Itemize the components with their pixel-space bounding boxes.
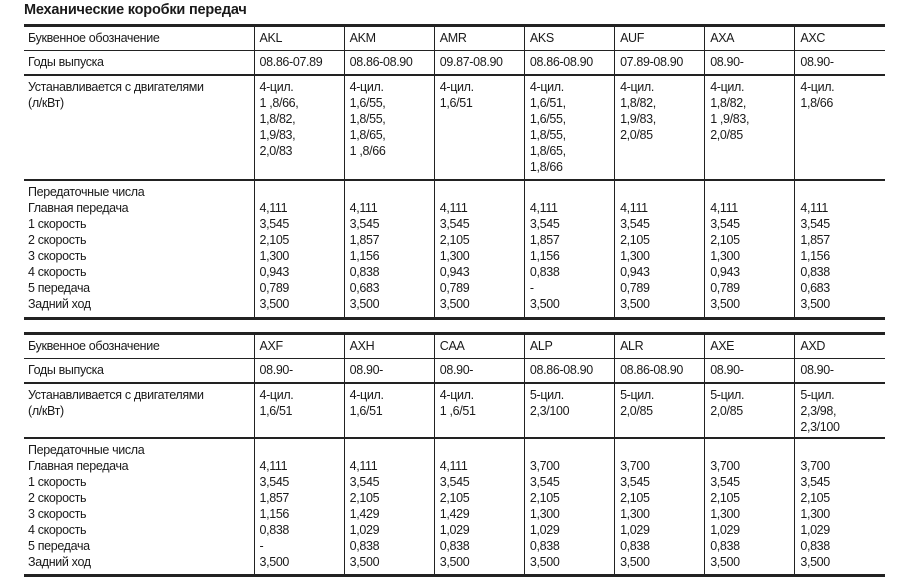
row-label-engines: Устанавливается с двигателями (л/кВт): [24, 75, 254, 180]
ratio-value: -: [259, 539, 264, 553]
years-cell: 08.90-: [705, 51, 795, 76]
engines-cell: 4-цил. 1 ,8/66, 1,8/82, 1,9/83, 2,0/83: [254, 75, 344, 180]
ratio-value: 3,700: [620, 459, 650, 473]
ratio-value: 3,500: [439, 555, 470, 569]
ratio-value: 0,838: [800, 539, 830, 553]
ratio-value: 0,838: [710, 539, 740, 553]
ratios-cell: [434, 438, 524, 576]
ratio-value: 3,545: [800, 475, 830, 489]
ratio-label: 1 скорость: [28, 475, 87, 489]
ratio-value: 2,105: [710, 491, 740, 505]
ratio-spacer: [350, 442, 429, 458]
ratio-label: 1 скорость: [28, 217, 87, 231]
ratio-value: 2,105: [529, 491, 560, 505]
ratio-value: 1,300: [620, 507, 650, 521]
ratio-value: 3,545: [710, 217, 740, 231]
ratio-value: 3,545: [710, 475, 740, 489]
ratio-value: 0,789: [259, 281, 290, 295]
ratio-value: 1,300: [710, 249, 740, 263]
ratio-spacer: [620, 184, 699, 200]
code-cell: AKS: [524, 26, 614, 51]
ratio-spacer: [800, 442, 880, 458]
ratio-value: 1,300: [800, 507, 830, 521]
ratio-value: 1,857: [529, 233, 560, 247]
ratio-value: 1,029: [710, 523, 740, 537]
ratio-label: 3 скорость: [28, 507, 87, 521]
row-label-code: Буквенное обозначение: [24, 334, 254, 359]
ratio-value: 1,156: [259, 507, 290, 521]
engines-cell: 4-цил. 1,6/51: [434, 75, 524, 180]
years-cell: 08.90-: [705, 359, 795, 384]
row-label-ratios: [24, 438, 254, 576]
ratio-value: 2,105: [710, 233, 740, 247]
engines-cell: 4-цил. 1,8/82, 1 ,9/83, 2,0/85: [705, 75, 795, 180]
code-cell: AKM: [344, 26, 434, 51]
ratio-value: 1,857: [259, 491, 290, 505]
ratios-cell: [615, 180, 705, 319]
ratio-value: 0,838: [439, 539, 470, 553]
ratio-spacer: [260, 184, 339, 200]
engines-cell: 4-цил. 1,6/51: [254, 383, 344, 438]
ratio-value: 3,700: [800, 459, 830, 473]
engines-cell: 4-цил. 1,8/82, 1,9/83, 2,0/85: [615, 75, 705, 180]
ratio-value: -: [529, 281, 534, 295]
ratio-label: 2 скорость: [28, 491, 87, 505]
ratio-label: 4 скорость: [28, 523, 87, 537]
ratio-value: 3,545: [349, 475, 380, 489]
ratios-cell: [705, 180, 795, 319]
ratio-label: 2 скорость: [28, 233, 87, 247]
ratio-value: 0,838: [349, 539, 380, 553]
ratio-value: 3,500: [529, 297, 560, 311]
gearbox-table-1: [24, 24, 885, 320]
code-row: [24, 26, 885, 51]
ratio-value: 0,838: [620, 539, 650, 553]
row-label-engines: Устанавливается с двигателями (л/кВт): [24, 383, 254, 438]
engines-row: [24, 383, 885, 438]
years-cell: 08.90-: [795, 359, 885, 384]
ratios-row: [24, 180, 885, 319]
ratio-value: 3,700: [710, 459, 740, 473]
row-label-years: Годы выпуска: [24, 359, 254, 384]
code-cell: AXE: [705, 334, 795, 359]
ratios-cell: [524, 180, 614, 319]
ratio-label: 4 скорость: [28, 265, 87, 279]
ratio-value: 3,545: [439, 475, 470, 489]
ratio-value: 3,500: [800, 555, 830, 569]
ratio-value: 1,156: [349, 249, 380, 263]
ratio-value: 0,838: [529, 539, 560, 553]
engines-cell: 5-цил. 2,3/98, 2,3/100: [795, 383, 885, 438]
ratio-label: Передаточные числа: [28, 185, 145, 199]
ratio-label: 5 передача: [28, 539, 90, 553]
ratio-label: Главная передача: [28, 459, 129, 473]
row-label-years: Годы выпуска: [24, 51, 254, 76]
ratio-spacer: [350, 184, 429, 200]
ratios-cell: [344, 438, 434, 576]
ratio-spacer: [440, 442, 519, 458]
ratio-spacer: [710, 184, 789, 200]
ratio-value: 3,545: [620, 475, 650, 489]
ratio-value: 4,111: [259, 201, 288, 215]
ratio-value: 3,500: [620, 555, 650, 569]
ratio-value: 2,105: [439, 233, 470, 247]
ratio-value: 3,545: [349, 217, 380, 231]
ratio-value: 2,105: [259, 233, 290, 247]
ratios-cell: [795, 180, 885, 319]
ratios-cell: [434, 180, 524, 319]
years-cell: 08.86-08.90: [524, 359, 614, 384]
code-cell: CAA: [434, 334, 524, 359]
years-cell: 08.90-: [254, 359, 344, 384]
ratio-spacer: [260, 442, 339, 458]
ratio-value: 0,789: [439, 281, 470, 295]
ratio-value: 4,111: [710, 201, 738, 215]
ratio-value: 0,838: [529, 265, 560, 279]
code-cell: AXD: [795, 334, 885, 359]
years-cell: 08.86-08.90: [344, 51, 434, 76]
engines-cell: 4-цил. 1,8/66: [795, 75, 885, 180]
ratio-label: 3 скорость: [28, 249, 87, 263]
ratio-value: 0,838: [349, 265, 380, 279]
years-cell: 08.90-: [795, 51, 885, 76]
ratio-value: 3,545: [620, 217, 650, 231]
code-cell: ALR: [615, 334, 705, 359]
engines-cell: 4-цил. 1,6/55, 1,8/55, 1,8/65, 1 ,8/66: [344, 75, 434, 180]
ratio-value: 3,700: [529, 459, 560, 473]
ratio-spacer: [710, 442, 789, 458]
years-cell: 09.87-08.90: [434, 51, 524, 76]
code-cell: AUF: [615, 26, 705, 51]
ratios-cell: [344, 180, 434, 319]
ratio-value: 4,111: [620, 201, 648, 215]
ratio-value: 4,111: [439, 201, 468, 215]
row-label-ratios: [24, 180, 254, 319]
code-cell: AXA: [705, 26, 795, 51]
ratio-value: 4,111: [349, 459, 378, 473]
ratio-value: 0,943: [439, 265, 470, 279]
ratio-value: 0,943: [259, 265, 290, 279]
years-cell: 07.89-08.90: [615, 51, 705, 76]
ratio-value: 3,500: [710, 555, 740, 569]
code-cell: ALP: [524, 334, 614, 359]
years-row: [24, 359, 885, 384]
ratio-value: 1,029: [620, 523, 650, 537]
ratios-cell: [524, 438, 614, 576]
ratio-spacer: [530, 442, 609, 458]
ratio-value: 1,300: [620, 249, 650, 263]
ratio-value: 3,500: [259, 555, 290, 569]
ratio-spacer: [620, 442, 699, 458]
ratio-value: 2,105: [620, 491, 650, 505]
ratio-value: 4,111: [529, 201, 558, 215]
ratio-label: Задний ход: [28, 297, 91, 311]
ratio-value: 0,943: [620, 265, 650, 279]
engines-cell: 5-цил. 2,0/85: [615, 383, 705, 438]
ratio-value: 2,105: [800, 491, 830, 505]
years-cell: 08.90-: [344, 359, 434, 384]
ratios-cell: [615, 438, 705, 576]
code-cell: AMR: [434, 26, 524, 51]
ratio-spacer: [800, 184, 880, 200]
ratio-value: 3,545: [259, 217, 290, 231]
ratio-value: 0,683: [800, 281, 830, 295]
ratio-value: 3,500: [620, 297, 650, 311]
ratio-value: 0,838: [259, 523, 290, 537]
ratio-value: 3,500: [259, 297, 290, 311]
ratio-value: 1,300: [710, 507, 740, 521]
ratio-value: 3,500: [529, 555, 560, 569]
ratios-row: [24, 438, 885, 576]
ratio-value: 1,156: [529, 249, 560, 263]
engines-cell: 4-цил. 1,6/51, 1,6/55, 1,8/55, 1,8/65, 1,8/66: [524, 75, 614, 180]
ratio-value: 2,105: [349, 491, 380, 505]
engines-cell: 5-цил. 2,3/100: [524, 383, 614, 438]
ratio-value: 3,500: [349, 297, 380, 311]
ratio-value: 4,111: [800, 201, 829, 215]
ratio-spacer: [530, 184, 609, 200]
ratio-value: 2,105: [620, 233, 650, 247]
years-row: [24, 51, 885, 76]
ratio-value: 0,943: [710, 265, 740, 279]
ratio-value: 1,857: [349, 233, 380, 247]
ratio-value: 3,545: [529, 217, 560, 231]
code-cell: AXH: [344, 334, 434, 359]
ratio-value: 3,500: [349, 555, 380, 569]
ratio-value: 0,838: [800, 265, 830, 279]
code-cell: AXF: [254, 334, 344, 359]
ratio-value: 4,111: [259, 459, 288, 473]
ratio-value: 3,545: [439, 217, 470, 231]
engines-cell: 5-цил. 2,0/85: [705, 383, 795, 438]
years-cell: 08.86-08.90: [524, 51, 614, 76]
ratio-value: 3,500: [710, 297, 740, 311]
ratio-value: 3,545: [800, 217, 830, 231]
page-title: Механические коробки передач: [24, 2, 247, 18]
row-label-code: Буквенное обозначение: [24, 26, 254, 51]
ratio-value: 1,300: [259, 249, 290, 263]
ratio-value: 1,156: [800, 249, 830, 263]
ratio-value: 4,111: [439, 459, 468, 473]
ratio-label: Задний ход: [28, 555, 91, 569]
ratio-value: 1,300: [529, 507, 560, 521]
ratio-value: 4,111: [349, 201, 378, 215]
ratio-value: 2,105: [439, 491, 470, 505]
ratio-value: 3,545: [259, 475, 290, 489]
ratio-value: 1,029: [439, 523, 470, 537]
ratio-value: 0,789: [710, 281, 740, 295]
years-cell: 08.86-07.89: [254, 51, 344, 76]
ratios-cell: [795, 438, 885, 576]
ratio-label: 5 передача: [28, 281, 90, 295]
ratio-spacer: [440, 184, 519, 200]
ratio-value: 1,029: [529, 523, 560, 537]
ratio-value: 3,500: [800, 297, 830, 311]
code-cell: AKL: [254, 26, 344, 51]
engines-row: [24, 75, 885, 180]
engines-cell: 4-цил. 1 ,6/51: [434, 383, 524, 438]
ratio-value: 1,429: [439, 507, 470, 521]
ratio-value: 1,029: [349, 523, 380, 537]
code-cell: AXC: [795, 26, 885, 51]
ratios-cell: [705, 438, 795, 576]
ratio-value: 0,789: [620, 281, 650, 295]
years-cell: 08.90-: [434, 359, 524, 384]
ratio-value: 1,300: [439, 249, 470, 263]
code-row: [24, 334, 885, 359]
ratio-value: 0,683: [349, 281, 380, 295]
ratio-value: 3,500: [439, 297, 470, 311]
years-cell: 08.86-08.90: [615, 359, 705, 384]
ratio-label: Передаточные числа: [28, 443, 145, 457]
ratio-value: 1,029: [800, 523, 830, 537]
ratio-value: 1,857: [800, 233, 830, 247]
ratio-value: 3,545: [529, 475, 560, 489]
gearbox-table-2: [24, 332, 885, 577]
ratio-value: 1,429: [349, 507, 380, 521]
ratio-label: Главная передача: [28, 201, 129, 215]
engines-cell: 4-цил. 1,6/51: [344, 383, 434, 438]
ratios-cell: [254, 180, 344, 319]
ratios-cell: [254, 438, 344, 576]
